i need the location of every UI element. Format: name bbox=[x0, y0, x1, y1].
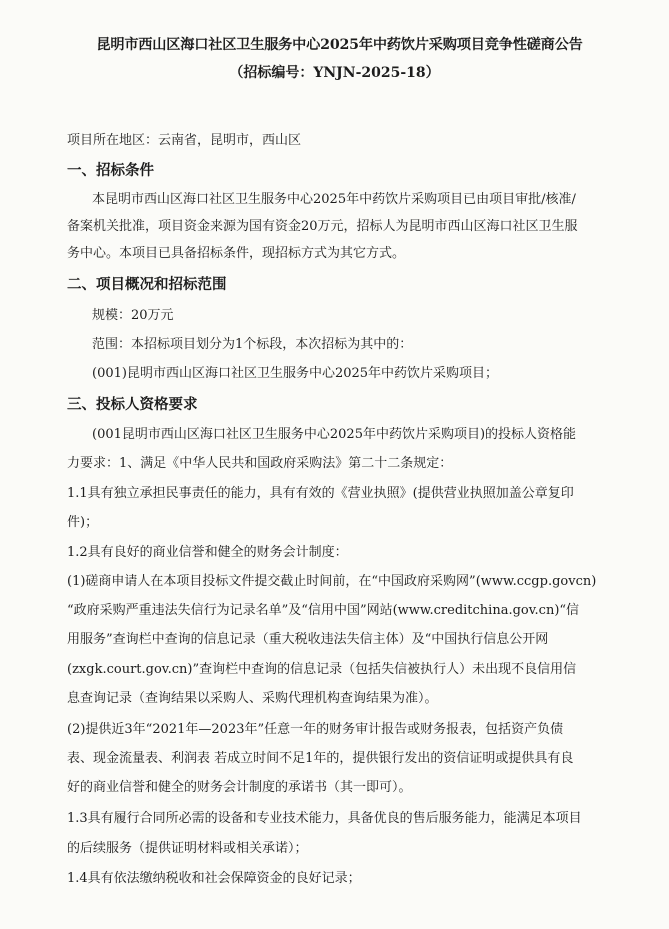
paragraph-line: 本昆明市西山区海口社区卫生服务中心2025年中药饮片采购项目已由项目审批/核准/ bbox=[92, 192, 576, 207]
paragraph-line: 1.2具有良好的商业信誉和健全的财务会计制度： bbox=[67, 545, 348, 560]
paragraph-line: 息查询记录（查询结果以采购人、采购代理机构查询结果为准）。 bbox=[67, 691, 438, 706]
paragraph-line: 备案机关批准，项目资金来源为国有资金20万元，招标人为昆明市西山区海口社区卫生服 bbox=[67, 219, 578, 234]
paragraph-line: 好的商业信誉和健全的财务会计制度的承诺书（其一即可）。 bbox=[67, 780, 412, 795]
paragraph-line: 范围：本招标项目划分为1个标段，本次招标为其中的： bbox=[92, 337, 413, 352]
paragraph-line: 力要求：1、满足《中华人民共和国政府采购法》第二十二条规定： bbox=[67, 456, 453, 471]
document-title: 昆明市西山区海口社区卫生服务中心2025年中药饮片采购项目竞争性磋商公告 bbox=[96, 37, 583, 53]
section-heading-project-overview: 二、项目概况和招标范围 bbox=[67, 276, 227, 293]
paragraph-line: 表、现金流量表、利润表 若成立时间不足1年的，提供银行发出的资信证明或提供具有良 bbox=[67, 751, 574, 766]
paragraph-line: 的后续服务（提供证明材料或相关承诺）； bbox=[67, 841, 308, 856]
paragraph-line: 用服务”查询栏中查询的信息记录（重大税收违法失信主体）及“中国执行信息公开网 bbox=[67, 632, 549, 647]
project-location: 项目所在地区：云南省，昆明市，西山区 bbox=[67, 133, 302, 148]
paragraph-line: 规模：20万元 bbox=[92, 308, 174, 323]
paragraph-line: “政府采购严重违法失信行为记录名单”及“信用中国”网站(www.creditchina.gov.cn)“信 bbox=[67, 603, 580, 618]
paragraph-line: 1.4具有依法缴纳税收和社会保障资金的良好记录； bbox=[67, 871, 361, 886]
paragraph-line: (zxgk.court.gov.cn)”查询栏中查询的信息记录（包括失信被执行人）未出现不良信用信 bbox=[67, 662, 577, 677]
paragraph-line: 务中心。本项目已具备招标条件，现招标方式为其它方式。 bbox=[67, 246, 406, 261]
paragraph-line: (001昆明市西山区海口社区卫生服务中心2025年中药饮片采购项目)的投标人资格能 bbox=[92, 427, 577, 442]
section-heading-tender-conditions: 一、招标条件 bbox=[67, 162, 154, 179]
paragraph-line: 1.1具有独立承担民事责任的能力，具有有效的《营业执照》(提供营业执照加盖公章复印 bbox=[67, 486, 574, 501]
paragraph-line: (001)昆明市西山区海口社区卫生服务中心2025年中药饮片采购项目； bbox=[92, 366, 499, 381]
section-heading-bidder-qualifications: 三、投标人资格要求 bbox=[67, 396, 198, 413]
paragraph-line: (2)提供近3年“2021年—2023年”任意一年的财务审计报告或财务报表，包括资产负债 bbox=[67, 722, 564, 737]
paragraph-line: 件)； bbox=[67, 515, 99, 530]
paragraph-line: 1.3具有履行合同所必需的设备和专业技术能力，具备优良的售后服务能力，能满足本项目 bbox=[67, 811, 582, 826]
tender-code: （招标编号：YNJN-2025-18） bbox=[229, 65, 440, 81]
paragraph-line: (1)磋商申请人在本项目投标文件提交截止时间前，在“中国政府采购网”(www.ccgp.govcn) bbox=[67, 574, 597, 589]
